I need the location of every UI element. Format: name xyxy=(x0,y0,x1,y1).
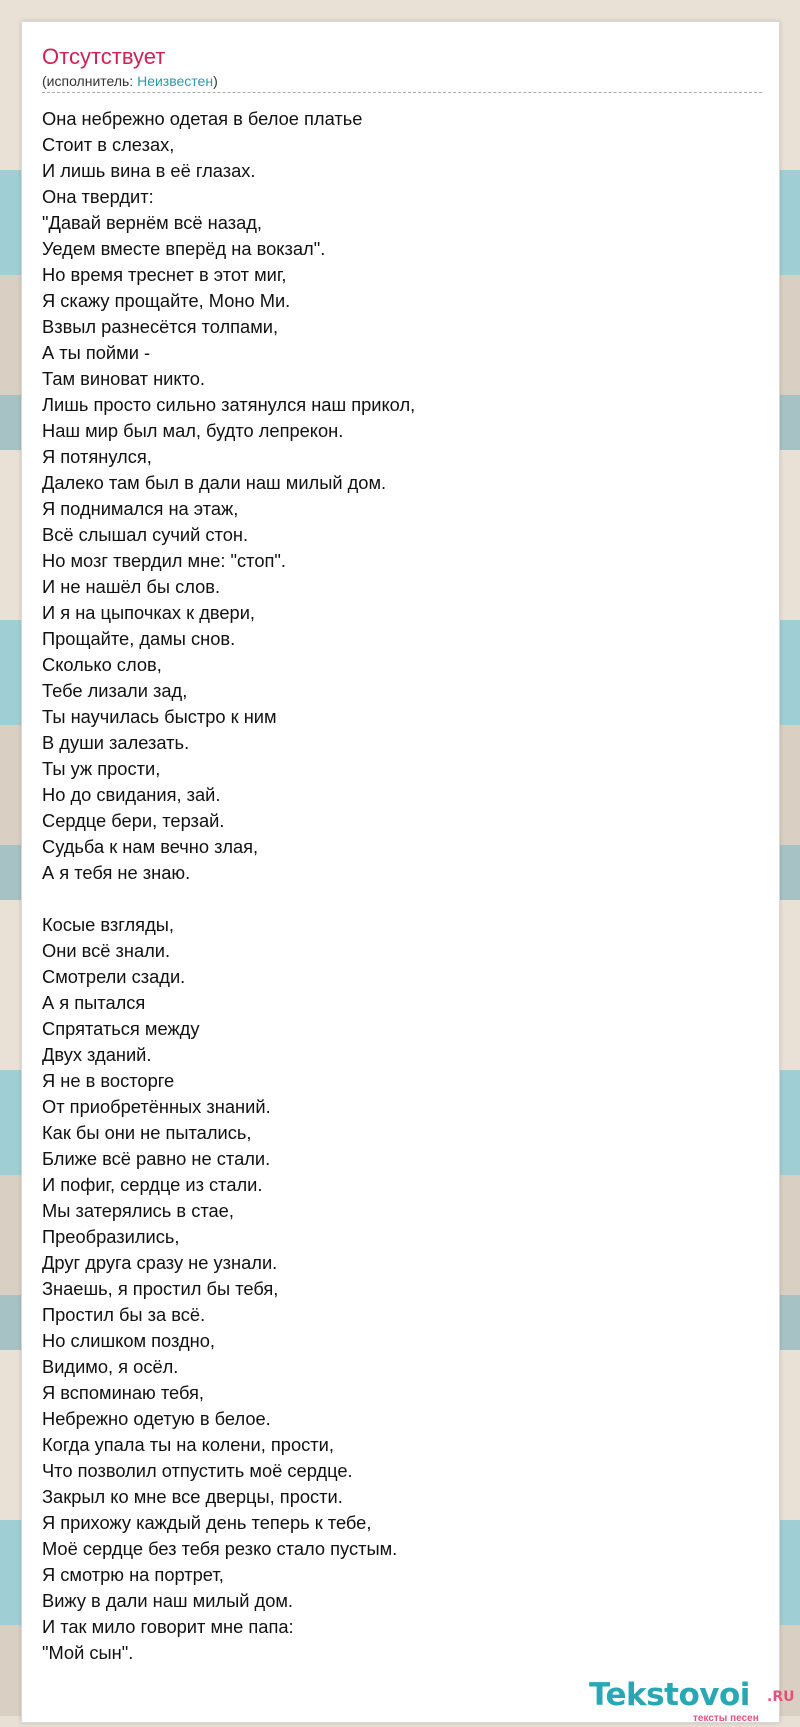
lyric-line: Смотрели сзади. xyxy=(42,966,186,987)
lyric-line: А я тебя не знаю. xyxy=(42,862,191,883)
lyric-line: Но время треснет в этот миг, xyxy=(42,264,287,285)
lyric-line: Косые взгляды, xyxy=(42,914,174,935)
lyric-line: Лишь просто сильно затянулся наш прикол, xyxy=(42,394,416,415)
lyric-line: Она небрежно одетая в белое платье xyxy=(42,108,363,129)
lyric-line: Наш мир был мал, будто лепрекон. xyxy=(42,420,344,441)
song-title: Отсутствует xyxy=(42,44,166,69)
lyric-line: Двух зданий. xyxy=(42,1044,152,1065)
lyric-line: Мы затерялись в стае, xyxy=(42,1200,234,1221)
lyric-line: Уедем вместе вперёд на вокзал". xyxy=(42,238,326,259)
lyric-line: Я прихожу каждый день теперь к тебе, xyxy=(42,1512,372,1533)
lyric-line: И пофиг, сердце из стали. xyxy=(42,1174,263,1195)
performer-line xyxy=(42,73,762,93)
lyric-line: Судьба к нам вечно злая, xyxy=(42,836,259,857)
lyric-line: Прощайте, дамы снов. xyxy=(42,628,236,649)
lyric-line: Небрежно одетую в белое. xyxy=(42,1408,271,1429)
lyric-line: Как бы они не пытались, xyxy=(42,1122,252,1143)
lyric-line: Закрыл ко мне все дверцы, прости. xyxy=(42,1486,343,1507)
lyric-line: И не нашёл бы слов. xyxy=(42,576,221,597)
stanza-break xyxy=(42,886,415,912)
lyric-line: Сколько слов, xyxy=(42,654,162,675)
lyric-line: Она твердит: xyxy=(42,186,154,207)
lyric-line: "Давай вернём всё назад, xyxy=(42,212,262,233)
lyric-line: А ты пойми - xyxy=(42,342,151,363)
lyric-line: Я смотрю на портрет, xyxy=(42,1564,224,1585)
lyric-line: Спрятаться между xyxy=(42,1018,200,1039)
lyric-line: Ты уж прости, xyxy=(42,758,161,779)
lyric-line: Тебе лизали зад, xyxy=(42,680,188,701)
lyric-line: Я потянулся, xyxy=(42,446,152,467)
logo-brand: Tekstovoi xyxy=(589,1677,750,1713)
lyric-line: Но мозг твердил мне: "стоп". xyxy=(42,550,286,571)
lyric-line: И так мило говорит мне папа: xyxy=(42,1616,294,1637)
lyric-line: Всё слышал сучий стон. xyxy=(42,524,249,545)
lyric-line: Когда упала ты на колени, прости, xyxy=(42,1434,334,1455)
lyric-line: Моё сердце без тебя резко стало пустым. xyxy=(42,1538,398,1559)
lyric-line: Я вспоминаю тебя, xyxy=(42,1382,205,1403)
lyric-line: И я на цыпочках к двери, xyxy=(42,602,256,623)
lyric-line: Вижу в дали наш милый дом. xyxy=(42,1590,294,1611)
lyric-line: Ты научилась быстро к ним xyxy=(42,706,277,727)
logo-tld: .RU xyxy=(767,1689,795,1705)
lyric-line: И лишь вина в её глазах. xyxy=(42,160,256,181)
lyric-line: Но до свидания, зай. xyxy=(42,784,221,805)
lyrics-text xyxy=(42,106,415,1666)
lyric-line: От приобретённых знаний. xyxy=(42,1096,271,1117)
lyric-line: Ближе всё равно не стали. xyxy=(42,1148,271,1169)
lyric-line: Я не в восторге xyxy=(42,1070,175,1091)
lyric-line: Стоит в слезах, xyxy=(42,134,175,155)
lyric-line: Они всё знали. xyxy=(42,940,171,961)
lyric-line: Видимо, я осёл. xyxy=(42,1356,179,1377)
logo-tagline: тексты песен xyxy=(693,1713,759,1724)
performer-label: (исполнитель: xyxy=(42,73,138,89)
lyric-line: Взвыл разнесётся толпами, xyxy=(42,316,279,337)
lyric-line: Преобразились, xyxy=(42,1226,180,1247)
lyric-line: Я поднимался на этаж, xyxy=(42,498,239,519)
performer-link[interactable]: Неизвестен xyxy=(137,73,214,89)
lyric-line: Что позволил отпустить моё сердце. xyxy=(42,1460,353,1481)
lyric-line: Там виноват никто. xyxy=(42,368,205,389)
lyric-line: Знаешь, я простил бы тебя, xyxy=(42,1278,279,1299)
lyric-line: Друг друга сразу не узнали. xyxy=(42,1252,278,1273)
lyric-line: Я скажу прощайте, Моно Ми. xyxy=(42,290,291,311)
lyrics-card xyxy=(21,21,795,1724)
lyric-line: В души залезать. xyxy=(42,732,190,753)
lyric-line: Простил бы за всё. xyxy=(42,1304,206,1325)
lyric-line: А я пытался xyxy=(42,992,146,1013)
site-logo[interactable] xyxy=(589,1677,799,1727)
lyric-line: "Мой сын". xyxy=(42,1642,134,1663)
lyric-line: Но слишком поздно, xyxy=(42,1330,216,1351)
lyric-line: Далеко там был в дали наш милый дом. xyxy=(42,472,387,493)
performer-close: ) xyxy=(213,73,218,89)
lyric-line: Сердце бери, терзай. xyxy=(42,810,225,831)
